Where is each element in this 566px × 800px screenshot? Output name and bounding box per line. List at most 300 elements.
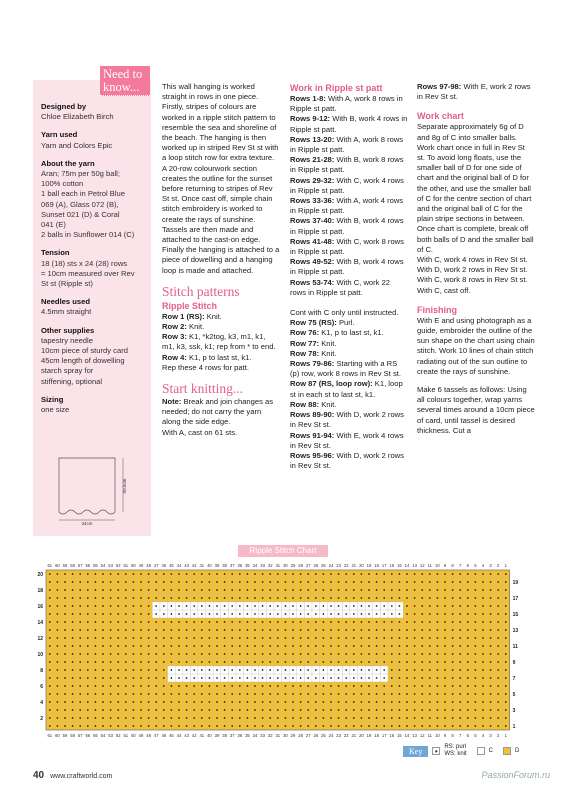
pattern-row: Rows 33-36: With A, work 4 rows in Ripple st patt. <box>290 196 404 216</box>
purl-dot <box>72 645 74 647</box>
column-number: 17 <box>381 733 387 738</box>
column-number: 59 <box>62 563 68 568</box>
purl-dot <box>475 645 477 647</box>
purl-dot <box>254 613 256 615</box>
purl-dot <box>155 653 157 655</box>
purl-dot <box>368 573 370 575</box>
purl-dot <box>452 645 454 647</box>
purl-dot <box>482 701 484 703</box>
purl-dot <box>307 701 309 703</box>
purl-dot <box>285 677 287 679</box>
purl-dot <box>437 613 439 615</box>
purl-dot <box>429 589 431 591</box>
purl-dot <box>285 693 287 695</box>
purl-dot <box>269 573 271 575</box>
column-number: 55 <box>93 563 98 568</box>
column-number: 44 <box>176 563 182 568</box>
purl-dot <box>323 709 325 711</box>
purl-dot <box>87 677 89 679</box>
column-number: 55 <box>93 733 98 738</box>
purl-dot <box>102 645 104 647</box>
purl-dot <box>148 597 150 599</box>
purl-dot <box>72 709 74 711</box>
purl-dot <box>254 717 256 719</box>
purl-dot <box>247 701 249 703</box>
purl-dot <box>186 645 188 647</box>
purl-dot <box>292 621 294 623</box>
sidebar-value: 45cm length of dowelling <box>41 356 125 366</box>
purl-dot <box>148 621 150 623</box>
purl-dot <box>178 637 180 639</box>
purl-dot <box>345 605 347 607</box>
purl-dot <box>345 693 347 695</box>
purl-dot <box>57 669 59 671</box>
column-number: 38 <box>222 733 227 738</box>
purl-dot <box>148 637 150 639</box>
column-number: 53 <box>108 563 113 568</box>
purl-dot <box>254 581 256 583</box>
purl-dot <box>262 605 264 607</box>
purl-dot <box>421 693 423 695</box>
purl-dot <box>186 653 188 655</box>
purl-dot <box>239 717 241 719</box>
column-number: 14 <box>404 733 410 738</box>
column-number: 5 <box>474 563 477 568</box>
purl-dot <box>452 717 454 719</box>
purl-dot <box>285 653 287 655</box>
row-label-left: 2 <box>40 715 43 722</box>
purl-dot <box>285 669 287 671</box>
purl-dot <box>155 597 157 599</box>
purl-dot <box>269 597 271 599</box>
purl-dot <box>133 653 135 655</box>
purl-dot <box>262 573 264 575</box>
purl-dot <box>338 677 340 679</box>
purl-dot <box>231 621 233 623</box>
purl-dot <box>193 653 195 655</box>
purl-dot <box>429 725 431 727</box>
purl-dot <box>490 597 492 599</box>
purl-dot <box>102 653 104 655</box>
purl-dot <box>79 621 81 623</box>
purl-dot <box>452 597 454 599</box>
purl-dot <box>429 701 431 703</box>
purl-dot <box>399 685 401 687</box>
purl-dot <box>262 677 264 679</box>
column-number: 28 <box>298 563 303 568</box>
purl-dot <box>102 589 104 591</box>
purl-dot <box>315 693 317 695</box>
purl-dot <box>277 661 279 663</box>
purl-dot <box>254 709 256 711</box>
purl-dot <box>292 573 294 575</box>
purl-dot <box>72 685 74 687</box>
purl-dot <box>285 581 287 583</box>
pattern-row: Rows 41-48: With C, work 8 rows in Ripple st patt. <box>290 236 404 257</box>
purl-dot <box>72 605 74 607</box>
purl-dot <box>391 589 393 591</box>
purl-dot <box>315 573 317 575</box>
purl-dot <box>429 613 431 615</box>
column-number: 18 <box>374 563 379 568</box>
purl-dot <box>57 589 59 591</box>
purl-dot <box>269 589 271 591</box>
purl-dot <box>391 653 393 655</box>
purl-dot <box>414 661 416 663</box>
purl-dot <box>338 725 340 727</box>
purl-dot <box>300 621 302 623</box>
purl-dot <box>87 597 89 599</box>
purl-dot <box>475 653 477 655</box>
purl-dot <box>72 717 74 719</box>
key-label: Key <box>403 746 428 757</box>
purl-dot <box>155 613 157 615</box>
purl-dot <box>216 605 218 607</box>
purl-dot <box>505 685 507 687</box>
purl-dot <box>368 677 370 679</box>
column-number: 15 <box>397 563 402 568</box>
purl-dot <box>497 621 499 623</box>
purl-dot <box>87 717 89 719</box>
purl-dot <box>421 685 423 687</box>
purl-dot <box>87 605 89 607</box>
purl-dot <box>247 685 249 687</box>
column-number: 1 <box>504 563 507 568</box>
purl-dot <box>231 645 233 647</box>
purl-dot <box>163 645 165 647</box>
purl-dot <box>155 589 157 591</box>
row-label-left: 8 <box>40 667 43 674</box>
purl-dot <box>482 653 484 655</box>
purl-dot <box>285 589 287 591</box>
purl-dot <box>475 613 477 615</box>
purl-dot <box>353 685 355 687</box>
purl-dot <box>224 669 226 671</box>
purl-dot <box>497 629 499 631</box>
purl-dot <box>452 589 454 591</box>
purl-dot <box>254 685 256 687</box>
purl-dot <box>391 701 393 703</box>
purl-dot <box>57 677 59 679</box>
purl-dot <box>315 653 317 655</box>
purl-dot <box>133 597 135 599</box>
column-number: 16 <box>389 733 395 738</box>
width-label: 34cm <box>81 521 93 526</box>
purl-dot <box>452 629 454 631</box>
purl-dot <box>277 653 279 655</box>
purl-dot <box>64 573 66 575</box>
purl-dot <box>95 597 97 599</box>
row-label-left: 16 <box>37 603 43 610</box>
purl-dot <box>49 661 51 663</box>
purl-dot <box>452 613 454 615</box>
purl-dot <box>277 581 279 583</box>
purl-dot <box>125 717 127 719</box>
purl-dot <box>125 709 127 711</box>
purl-dot <box>79 725 81 727</box>
column-number: 34 <box>252 563 258 568</box>
purl-dot <box>209 581 211 583</box>
purl-dot <box>72 653 74 655</box>
purl-dot <box>414 605 416 607</box>
purl-dot <box>224 605 226 607</box>
purl-dot <box>323 629 325 631</box>
column-number: 26 <box>313 733 319 738</box>
purl-dot <box>475 725 477 727</box>
purl-dot <box>482 725 484 727</box>
column-number: 52 <box>115 563 121 568</box>
purl-dot <box>95 621 97 623</box>
purl-dot <box>171 621 173 623</box>
purl-dot <box>49 597 51 599</box>
purl-dot <box>95 669 97 671</box>
purl-dot <box>429 685 431 687</box>
purl-dot <box>475 573 477 575</box>
purl-dot <box>307 677 309 679</box>
purl-dot <box>254 653 256 655</box>
purl-dot <box>383 677 385 679</box>
purl-dot <box>490 573 492 575</box>
purl-dot <box>330 629 332 631</box>
chart-key <box>403 744 519 758</box>
column-number: 22 <box>343 563 349 568</box>
purl-dot <box>247 653 249 655</box>
purl-dot <box>140 629 142 631</box>
purl-dot <box>376 677 378 679</box>
column-number: 6 <box>466 733 469 738</box>
finishing-text: With E and using photograph as a guide, embroider the outline of the sun shape on the chart using chain stitch. Work 10 lines of chain stitch radiating out of the sun outline to create the rays of sunshine. <box>417 315 535 376</box>
purl-dot <box>376 581 378 583</box>
purl-dot <box>421 701 423 703</box>
purl-dot <box>315 613 317 615</box>
purl-dot <box>497 693 499 695</box>
sidebar-value: tapestry needle <box>41 335 93 345</box>
purl-dot <box>87 629 89 631</box>
purl-dot <box>497 677 499 679</box>
purl-dot <box>376 669 378 671</box>
sidebar-heading: Tension <box>41 248 70 258</box>
column-number: 39 <box>214 563 220 568</box>
purl-dot <box>376 645 378 647</box>
purl-dot <box>231 653 233 655</box>
purl-dot <box>490 629 492 631</box>
purl-dot <box>277 605 279 607</box>
purl-dot <box>95 581 97 583</box>
column-number: 44 <box>176 733 182 738</box>
purl-dot <box>239 621 241 623</box>
purl-dot <box>315 669 317 671</box>
purl-dot <box>49 573 51 575</box>
purl-dot <box>254 597 256 599</box>
purl-dot <box>148 701 150 703</box>
purl-dot <box>482 589 484 591</box>
purl-dot <box>330 669 332 671</box>
purl-dot <box>262 645 264 647</box>
sidebar-content <box>33 80 151 423</box>
purl-dot <box>117 597 119 599</box>
purl-dot <box>110 637 112 639</box>
purl-dot <box>323 669 325 671</box>
key-c-label: C <box>488 748 494 754</box>
purl-dot <box>353 573 355 575</box>
chart-title: Ripple Stitch Chart <box>238 545 328 557</box>
purl-dot <box>57 717 59 719</box>
purl-dot <box>72 677 74 679</box>
purl-dot <box>87 725 89 727</box>
purl-dot <box>292 613 294 615</box>
purl-dot <box>399 693 401 695</box>
purl-dot <box>444 613 446 615</box>
purl-dot <box>459 685 461 687</box>
purl-dot <box>338 645 340 647</box>
purl-dot <box>57 701 59 703</box>
purl-dot <box>307 637 309 639</box>
purl-dot <box>376 693 378 695</box>
purl-dot <box>444 629 446 631</box>
purl-dot <box>391 629 393 631</box>
purl-dot <box>406 653 408 655</box>
purl-dot <box>323 621 325 623</box>
purl-dot <box>49 605 51 607</box>
purl-dot <box>239 653 241 655</box>
purl-dot <box>247 621 249 623</box>
purl-dot <box>307 653 309 655</box>
purl-dot <box>307 709 309 711</box>
purl-dot <box>224 629 226 631</box>
column-number: 14 <box>404 563 410 568</box>
purl-dot <box>186 661 188 663</box>
purl-dot <box>247 645 249 647</box>
watermark: PassionForum.ru <box>481 770 550 780</box>
purl-dot <box>186 725 188 727</box>
purl-dot <box>505 645 507 647</box>
purl-dot <box>178 661 180 663</box>
purl-dot <box>497 685 499 687</box>
purl-dot <box>87 613 89 615</box>
purl-dot <box>231 629 233 631</box>
purl-dot <box>459 581 461 583</box>
purl-dot <box>368 629 370 631</box>
purl-dot <box>209 605 211 607</box>
purl-dot <box>399 725 401 727</box>
purl-dot <box>368 613 370 615</box>
ripple-stitch-chart <box>33 559 533 741</box>
purl-dot <box>239 613 241 615</box>
purl-dot <box>505 597 507 599</box>
purl-dot <box>247 589 249 591</box>
purl-dot <box>231 589 233 591</box>
purl-dot <box>414 597 416 599</box>
purl-dot <box>209 637 211 639</box>
purl-dot <box>64 629 66 631</box>
purl-dot <box>216 645 218 647</box>
purl-dot <box>421 621 423 623</box>
purl-dot <box>171 717 173 719</box>
column-number: 47 <box>153 733 159 738</box>
size-diagram <box>53 456 129 526</box>
purl-dot <box>338 693 340 695</box>
purl-dot <box>368 597 370 599</box>
purl-dot <box>79 605 81 607</box>
column-number: 12 <box>419 733 425 738</box>
purl-dot <box>193 581 195 583</box>
purl-dot <box>262 581 264 583</box>
start-knitting-heading: Start knitting... <box>162 381 243 397</box>
purl-dot <box>79 709 81 711</box>
row-1: Row 1 (RS): Knit. <box>162 311 222 321</box>
purl-dot <box>368 725 370 727</box>
column-number: 30 <box>283 733 288 738</box>
purl-dot <box>292 661 294 663</box>
purl-dot <box>247 605 249 607</box>
purl-dot <box>140 605 142 607</box>
column-number: 36 <box>237 733 243 738</box>
purl-dot <box>224 653 226 655</box>
purl-dot <box>262 717 264 719</box>
purl-dot <box>437 621 439 623</box>
purl-dot <box>178 605 180 607</box>
purl-dot <box>79 589 81 591</box>
purl-dot <box>475 621 477 623</box>
purl-dot <box>497 701 499 703</box>
purl-dot <box>125 669 127 671</box>
purl-dot <box>383 597 385 599</box>
purl-dot <box>323 677 325 679</box>
purl-dot <box>239 661 241 663</box>
purl-dot <box>452 685 454 687</box>
purl-dot <box>330 709 332 711</box>
purl-dot <box>231 573 233 575</box>
column-number: 4 <box>481 563 485 568</box>
purl-dot <box>421 629 423 631</box>
purl-dot <box>49 613 51 615</box>
purl-dot <box>140 645 142 647</box>
purl-dot <box>148 653 150 655</box>
purl-dot <box>110 629 112 631</box>
column-number: 3 <box>489 563 492 568</box>
purl-dot <box>133 709 135 711</box>
purl-dot <box>414 701 416 703</box>
purl-dot <box>247 573 249 575</box>
purl-dot <box>452 621 454 623</box>
purl-dot <box>482 693 484 695</box>
purl-dot <box>467 573 469 575</box>
purl-dot <box>315 581 317 583</box>
purl-dot <box>323 573 325 575</box>
purl-dot <box>216 589 218 591</box>
page-footer <box>33 770 112 781</box>
purl-dot <box>117 629 119 631</box>
purl-dot <box>444 581 446 583</box>
purl-dot <box>467 597 469 599</box>
purl-dot <box>368 645 370 647</box>
purl-dot <box>368 621 370 623</box>
purl-dot <box>155 701 157 703</box>
purl-dot <box>459 725 461 727</box>
purl-dot <box>148 693 150 695</box>
purl-dot <box>391 581 393 583</box>
purl-dot <box>459 589 461 591</box>
purl-dot <box>239 645 241 647</box>
pattern-row: Rows 9-12: With B, work 4 rows in Ripple st patt. <box>290 114 408 134</box>
height-label: 50.5cm <box>122 478 127 494</box>
purl-dot <box>140 725 142 727</box>
column-number: 34 <box>252 733 258 738</box>
purl-dot <box>345 589 347 591</box>
column-number: 26 <box>313 563 319 568</box>
purl-dot <box>292 669 294 671</box>
purl-dot <box>163 597 165 599</box>
